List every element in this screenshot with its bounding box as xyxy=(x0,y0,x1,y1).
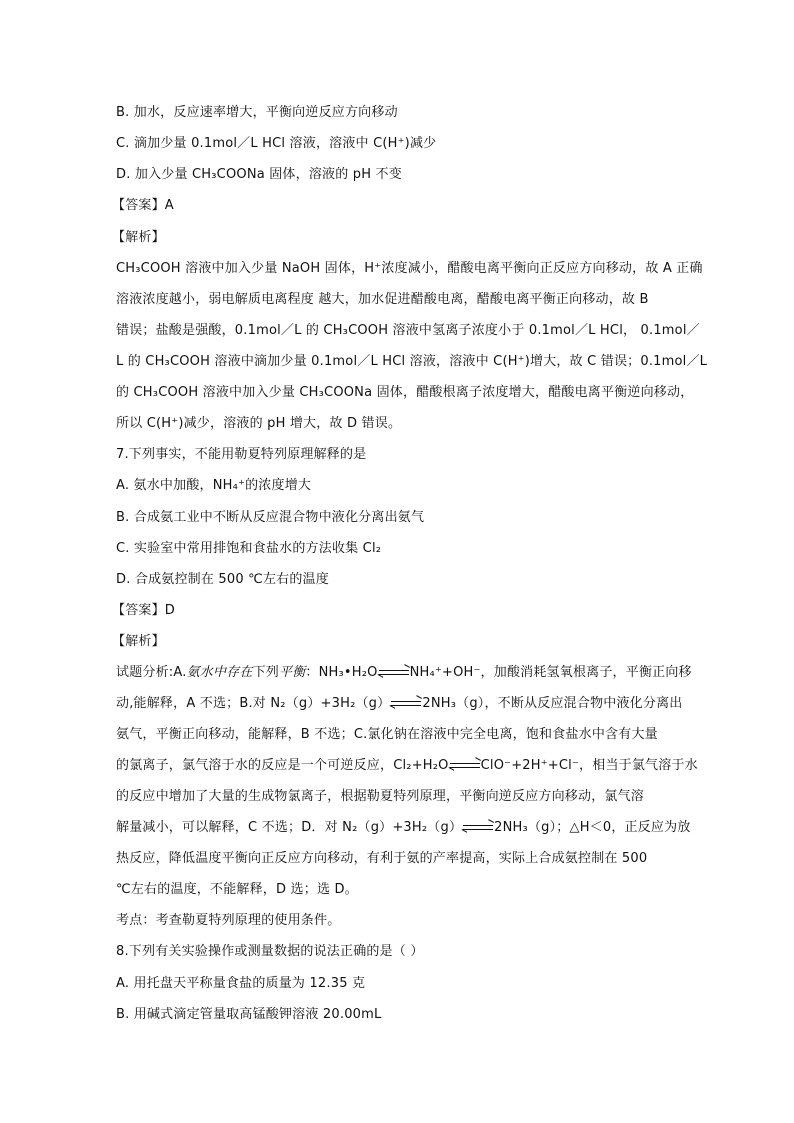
analysis-line: 的反应中增加了大量的生成物氯离子，根据勒夏特列原理，平衡向逆反应方向移动，氯气溶 xyxy=(116,789,645,804)
equilibrium-arrow-icon xyxy=(450,761,480,771)
option-d: D. 合成氨控制在 500 ℃左右的温度 xyxy=(116,572,329,587)
answer-label: 【答案】D xyxy=(112,603,176,618)
analysis-line: 试题分析:A.氨水中存在下列平衡：NH₃•H₂O NH₄⁺+OH⁻，加酸消耗氢氧根离子，平衡正向移 xyxy=(116,665,692,680)
analysis-line: 热反应，降低温度平衡向正反应方向移动，有利于氨的产率提高，实际上合成氨控制在 500 xyxy=(116,851,648,866)
analysis-line: 的 CH₃COOH 溶液中加入少量 CH₃COONa 固体，醋酸根离子浓度增大，醋酸电离平衡逆向移动， xyxy=(116,385,694,400)
analysis-line: 溶液浓度越小，弱电解质电离程度 越大，加水促进醋酸电离，醋酸电离平衡正向移动，故 B xyxy=(116,292,649,307)
analysis-line: 错误；盐酸是强酸，0.1mol／L 的 CH₃COOH 溶液中氢离子浓度小于 0.1mol／L HCl， 0.1mol／ xyxy=(116,323,700,338)
analysis-line: 所以 C(H⁺)减少，溶液的 pH 增大，故 D 错误。 xyxy=(116,416,402,431)
question-8: 8.下列有关实验操作或测量数据的说法正确的是（ ） xyxy=(116,944,424,959)
equilibrium-arrow-icon xyxy=(391,699,421,709)
equilibrium-arrow-icon xyxy=(379,668,409,678)
option-a: A. 氨水中加酸，NH₄⁺的浓度增大 xyxy=(116,478,312,493)
analysis-line: 的氯离子，氯气溶于水的反应是一个可逆反应，Cl₂+H₂O ClO⁻+2H⁺+Cl⁻，相当于氯气溶于水 xyxy=(116,758,698,773)
equilibrium-arrow-icon xyxy=(463,823,493,833)
option-b: B. 加水，反应速率增大，平衡向逆反应方向移动 xyxy=(116,105,398,120)
analysis-label: 【解析】 xyxy=(112,634,165,649)
analysis-line: 解量减小，可以解释，C 不选；D．对 N₂（g）+3H₂（g） 2NH₃（g）；△H＜0，正反应为放 xyxy=(116,820,691,835)
analysis-label: 【解析】 xyxy=(112,230,165,245)
analysis-line: ℃左右的温度，不能解释，D 选；选 D。 xyxy=(116,882,358,897)
analysis-line: L 的 CH₃COOH 溶液中滴加少量 0.1mol／L HCl 溶液，溶液中 C(H⁺)增大，故 C 错误；0.1mol／L xyxy=(116,354,708,369)
option-d: D. 加入少量 CH₃COONa 固体，溶液的 pH 不变 xyxy=(116,167,402,182)
analysis-line: CH₃COOH 溶液中加入少量 NaOH 固体，H⁺浓度减小，醋酸电离平衡向正反应方向移动，故 A 正确 xyxy=(116,261,703,276)
answer-label: 【答案】A xyxy=(112,198,174,213)
option-b: B. 合成氨工业中不断从反应混合物中液化分离出氨气 xyxy=(116,510,425,525)
option-b: B. 用碱式滴定管量取高锰酸钾溶液 20.00mL xyxy=(116,1007,382,1022)
analysis-line: 氨气，平衡正向移动，能解释，B 不选；C.氯化钠在溶液中完全电离，饱和食盐水中含有大量 xyxy=(116,727,658,742)
key-point: 考点：考查勒夏特列原理的使用条件。 xyxy=(116,913,341,928)
option-a: A. 用托盘天平称量食盐的质量为 12.35 克 xyxy=(116,976,366,991)
analysis-line: 动,能解释，A 不选；B.对 N₂（g）+3H₂（g） 2NH₃（g），不断从反应混合物中液化分离出 xyxy=(116,696,683,711)
option-c: C. 实验室中常用排饱和食盐水的方法收集 Cl₂ xyxy=(116,541,382,556)
question-7: 7.下列事实，不能用勒夏特列原理解释的是 xyxy=(116,447,367,462)
option-c: C. 滴加少量 0.1mol／L HCl 溶液，溶液中 C(H⁺)减少 xyxy=(116,136,437,151)
